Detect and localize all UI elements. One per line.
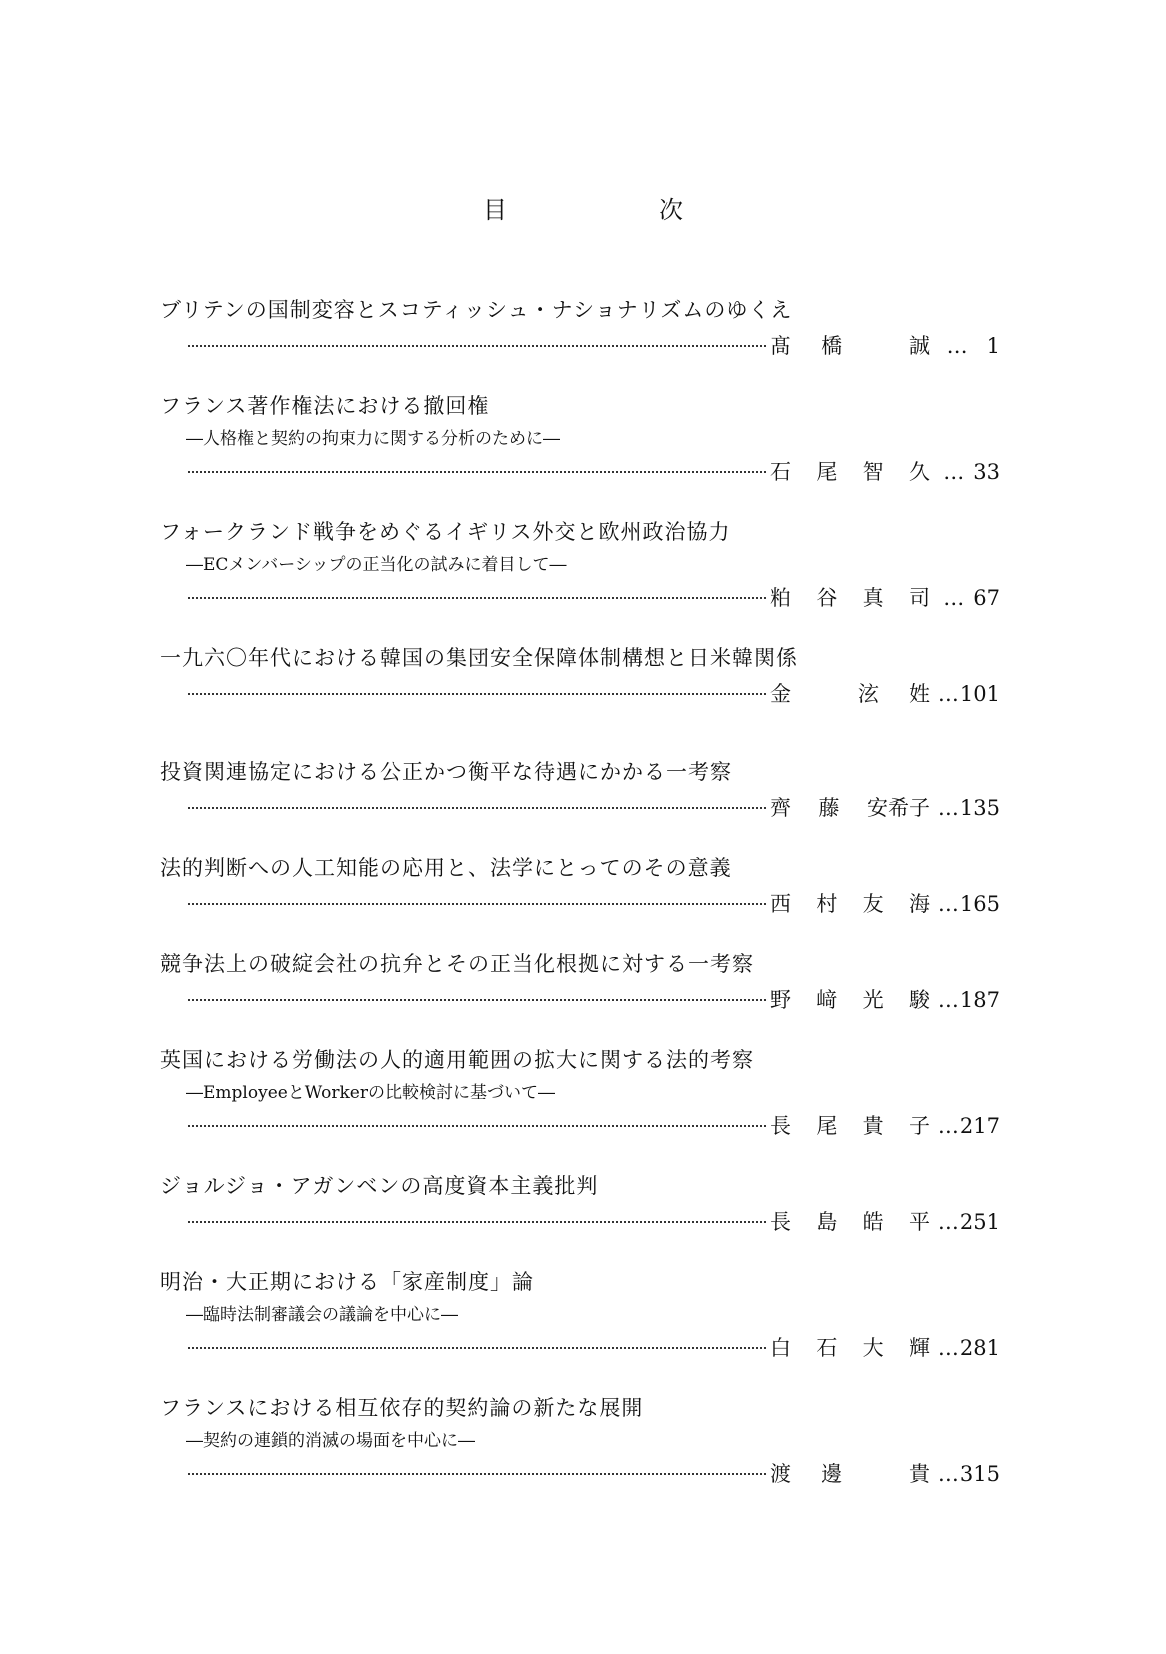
- entry-title: 法的判断への人工知能の応用と、法学にとってのその意義: [160, 856, 732, 880]
- entry-title: 一九六〇年代における韓国の集団安全保障体制構想と日米韓関係: [160, 646, 798, 670]
- entry-author: [770, 1456, 930, 1492]
- page-dots: …: [937, 892, 960, 916]
- author-char: 尾: [816, 1114, 838, 1138]
- dot-leader: [188, 903, 766, 905]
- toc-entry: [160, 292, 1000, 364]
- toc-entry: [160, 514, 1000, 616]
- author-char: 尾: [816, 460, 838, 484]
- toc-entry: [160, 850, 1000, 922]
- entry-page: [930, 1456, 1000, 1492]
- entry-title: 競争法上の破綻会社の抗弁とその正当化根拠に対する一考察: [160, 952, 754, 976]
- entry-title: 英国における労働法の人的適用範囲の拡大に関する法的考察: [160, 1048, 754, 1072]
- entry-leader-line: [160, 982, 1000, 1018]
- author-char: 谷: [816, 586, 838, 610]
- entry-author: [770, 580, 930, 616]
- entry-author: [770, 982, 930, 1018]
- author-char: 友: [862, 892, 884, 916]
- author-char: 誠: [908, 334, 930, 358]
- toc-entry: [160, 1168, 1000, 1240]
- toc-entry: [160, 754, 1000, 826]
- entry-title: ブリテンの国制変容とスコティッシュ・ナショナリズムのゆくえ: [160, 298, 793, 322]
- page-number: 251: [959, 1210, 1000, 1234]
- page-number: 187: [959, 988, 1000, 1012]
- entry-page: [930, 580, 1000, 616]
- author-char: 齊: [770, 796, 791, 820]
- page-number: 281: [959, 1336, 1000, 1360]
- author-char: [872, 328, 879, 364]
- author-char: 安希子: [867, 796, 930, 820]
- page-dots: …: [937, 796, 960, 820]
- entry-page: [930, 328, 1000, 364]
- author-char: 西: [770, 892, 791, 916]
- author-char: 島: [816, 1210, 838, 1234]
- entry-page: [930, 454, 1000, 490]
- author-char: 橋: [821, 334, 843, 358]
- entry-leader-line: [160, 886, 1000, 922]
- author-char: 村: [816, 892, 838, 916]
- entry-leader-line: [160, 1456, 1000, 1492]
- entry-author: [770, 676, 930, 712]
- toc-entry: [160, 1264, 1000, 1366]
- entry-leader-line: [160, 580, 1000, 616]
- page-number: 33: [973, 460, 1000, 484]
- table-of-contents: [160, 292, 1000, 1492]
- entry-title: 投資関連協定における公正かつ衡平な待遇にかかる一考察: [160, 760, 732, 784]
- author-char: 髙: [770, 334, 791, 358]
- entry-author: [770, 454, 930, 490]
- page-dots: …: [943, 460, 966, 484]
- author-char: 邊: [821, 1462, 843, 1486]
- dot-leader: [188, 807, 766, 809]
- author-char: 輝: [908, 1336, 930, 1360]
- author-char: 貴: [862, 1114, 884, 1138]
- toc-entry: [160, 388, 1000, 490]
- page-number: 315: [959, 1462, 1000, 1486]
- page-title: 目 次: [483, 196, 747, 224]
- toc-entry: [160, 1042, 1000, 1144]
- author-char: 藤: [818, 796, 840, 820]
- author-char: 金: [770, 682, 791, 706]
- entry-page: [930, 790, 1000, 826]
- entry-title: 明治・大正期における「家産制度」論: [160, 1270, 534, 1294]
- author-char: 野: [770, 988, 791, 1012]
- dot-leader: [188, 597, 766, 599]
- author-char: [821, 676, 828, 712]
- entry-page: [930, 1330, 1000, 1366]
- entry-page: [930, 1108, 1000, 1144]
- entry-leader-line: [160, 1330, 1000, 1366]
- toc-entry: [160, 946, 1000, 1018]
- dot-leader: [188, 1125, 766, 1127]
- author-char: 大: [862, 1336, 884, 1360]
- entry-author: [770, 1108, 930, 1144]
- page-dots: …: [937, 988, 960, 1012]
- entry-author: [770, 886, 930, 922]
- entry-subtitle: ―人格権と契約の拘束力に関する分析のために―: [186, 429, 560, 449]
- author-char: 子: [908, 1114, 930, 1138]
- entry-page: [930, 1204, 1000, 1240]
- dot-leader: [188, 471, 766, 473]
- page-dots: …: [946, 334, 969, 358]
- entry-author: [770, 328, 930, 364]
- author-char: 石: [770, 460, 791, 484]
- author-char: 智: [862, 460, 884, 484]
- entry-title: フォークランド戦争をめぐるイギリス外交と欧州政治協力: [160, 520, 731, 544]
- page-number: 101: [959, 682, 1000, 706]
- entry-title: フランスにおける相互依存的契約論の新たな展開: [160, 1396, 644, 1420]
- entry-author: [770, 1330, 930, 1366]
- page-dots: …: [937, 1462, 960, 1486]
- page-number: 67: [973, 586, 1000, 610]
- entry-author: [770, 1204, 930, 1240]
- dot-leader: [188, 345, 766, 347]
- entry-page: [930, 676, 1000, 712]
- entry-subtitle: ―臨時法制審議会の議論を中心に―: [186, 1305, 458, 1325]
- entry-page: [930, 886, 1000, 922]
- dot-leader: [188, 1473, 766, 1475]
- author-char: 白: [770, 1336, 791, 1360]
- entry-leader-line: [160, 328, 1000, 364]
- author-char: 久: [908, 460, 930, 484]
- author-char: 光: [862, 988, 884, 1012]
- author-char: 渡: [770, 1462, 791, 1486]
- author-char: 石: [816, 1336, 838, 1360]
- entry-subtitle: ―契約の連鎖的消滅の場面を中心に―: [186, 1431, 475, 1451]
- entry-leader-line: [160, 1108, 1000, 1144]
- page-dots: …: [937, 1210, 960, 1234]
- toc-entry: [160, 1390, 1000, 1492]
- entry-subtitle: ―EmployeeとWorkerの比較検討に基づいて―: [186, 1083, 555, 1103]
- author-char: 長: [770, 1114, 791, 1138]
- author-char: 皓: [862, 1210, 884, 1234]
- toc-entry: [160, 640, 1000, 712]
- author-char: 長: [770, 1210, 791, 1234]
- dot-leader: [188, 999, 766, 1001]
- entry-subtitle: ―ECメンバーシップの正当化の試みに着目して―: [186, 555, 567, 575]
- author-char: 粕: [770, 586, 791, 610]
- author-char: 泫: [857, 682, 879, 706]
- entry-leader-line: [160, 790, 1000, 826]
- author-char: 姓: [908, 682, 930, 706]
- entry-title: フランス著作権法における撤回権: [160, 394, 490, 418]
- dot-leader: [188, 693, 766, 695]
- entry-leader-line: [160, 676, 1000, 712]
- page-number: 165: [959, 892, 1000, 916]
- entry-leader-line: [160, 1204, 1000, 1240]
- author-char: 貴: [908, 1462, 930, 1486]
- page-number: 217: [959, 1114, 1000, 1138]
- dot-leader: [188, 1221, 766, 1223]
- author-char: 真: [862, 586, 884, 610]
- page-dots: …: [943, 586, 966, 610]
- page-dots: …: [937, 682, 960, 706]
- author-char: 司: [908, 586, 930, 610]
- author-char: 駿: [908, 988, 930, 1012]
- author-char: 平: [908, 1210, 930, 1234]
- dot-leader: [188, 1347, 766, 1349]
- author-char: 﨑: [816, 988, 838, 1012]
- page-dots: …: [937, 1336, 960, 1360]
- entry-author: [770, 790, 930, 826]
- entry-page: [930, 982, 1000, 1018]
- page-number: 1: [986, 334, 1000, 358]
- entry-title: ジョルジョ・アガンベンの高度資本主義批判: [160, 1174, 599, 1198]
- author-char: [872, 1456, 879, 1492]
- author-char: 海: [908, 892, 930, 916]
- page-number: 135: [959, 796, 1000, 820]
- page-dots: …: [937, 1114, 960, 1138]
- entry-leader-line: [160, 454, 1000, 490]
